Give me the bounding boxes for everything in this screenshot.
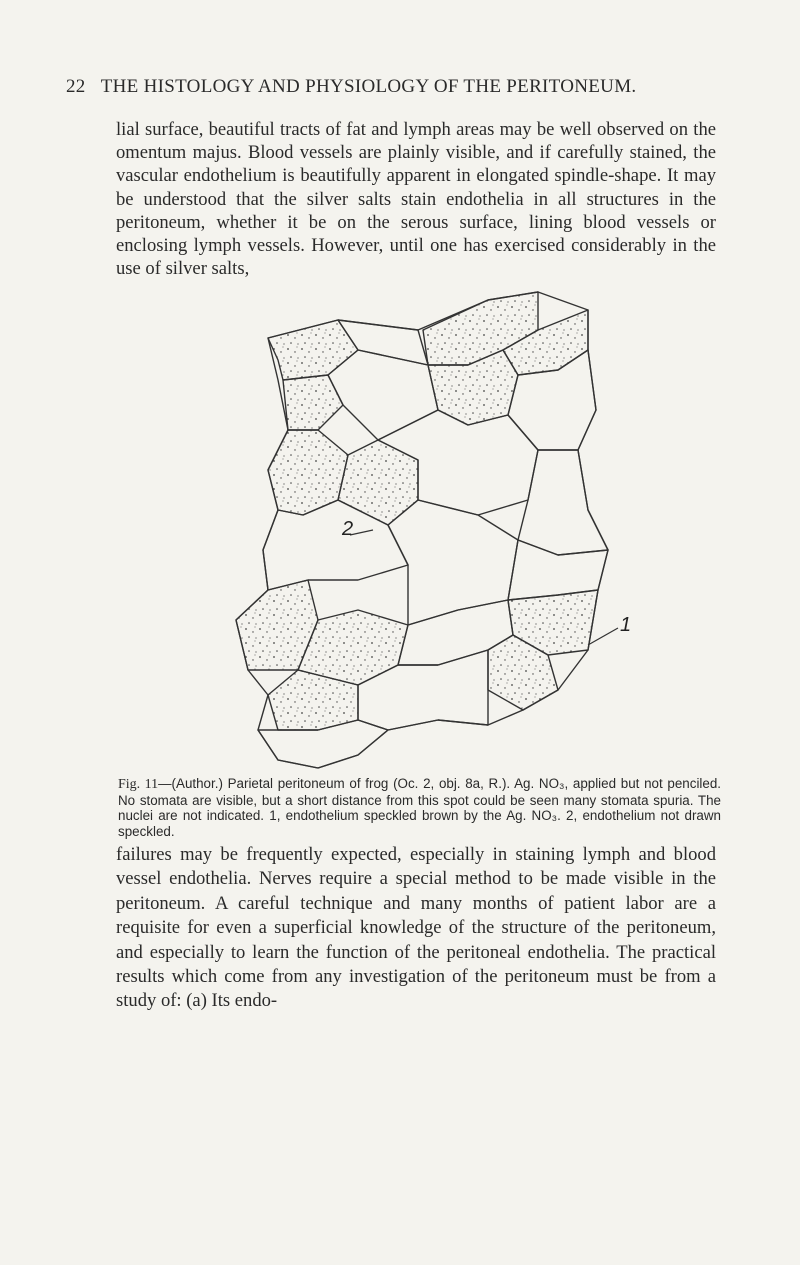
figure-11-peritoneum-drawing	[118, 290, 718, 780]
page-number: 22	[66, 76, 86, 97]
figure-label-2: 2	[342, 518, 354, 540]
figure-caption	[118, 776, 721, 839]
figure-number: Fig. 11	[118, 777, 159, 792]
figure-label-1: 1	[620, 614, 632, 636]
running-head	[66, 76, 756, 98]
endothelium-cell-drawing	[118, 290, 718, 780]
paragraph-1: lial surface, beautiful tracts of fat and lymph areas may be well observed on the omentum majus. Blood vessels are plainly visible, and if carefully stained, the vascular endothelium is beautifully apparent in elongated spindle-shape. It may be understood that the silver salts stain endothelia in all structures in the peritoneum, whether it be on the serous surface, lining blood vessels or enclosing lymph vessels. However, until one has exercised considerably in the use of silver salts,	[116, 119, 716, 280]
running-title: THE HISTOLOGY AND PHYSIOLOGY OF THE PERITONEUM.	[100, 76, 637, 97]
caption-text: —(Author.) Parietal peritoneum of frog (Oc. 2, obj. 8a, R.). Ag. NO₃, applied but not penciled. No stomata are visible, but a short distance from this spot could be seen many stomata spuria. The nuclei are not indicated. 1, endothelium speckled brown by the Ag. NO₃. 2, endothelium not drawn speckled.	[118, 776, 722, 839]
paragraph-2: failures may be frequently expected, especially in staining lymph and blood vessel endothelia. Nerves require a special method to be made visible in the peritoneum. A careful technique and many months of patient labor are a requisite for even a superficial knowledge of the structure of the peritoneum, and especially to learn the function of the peritoneal endothelia. The practical results which come from any investigation of the peritoneum must be from a study of: (a) Its endo-	[116, 844, 716, 1012]
